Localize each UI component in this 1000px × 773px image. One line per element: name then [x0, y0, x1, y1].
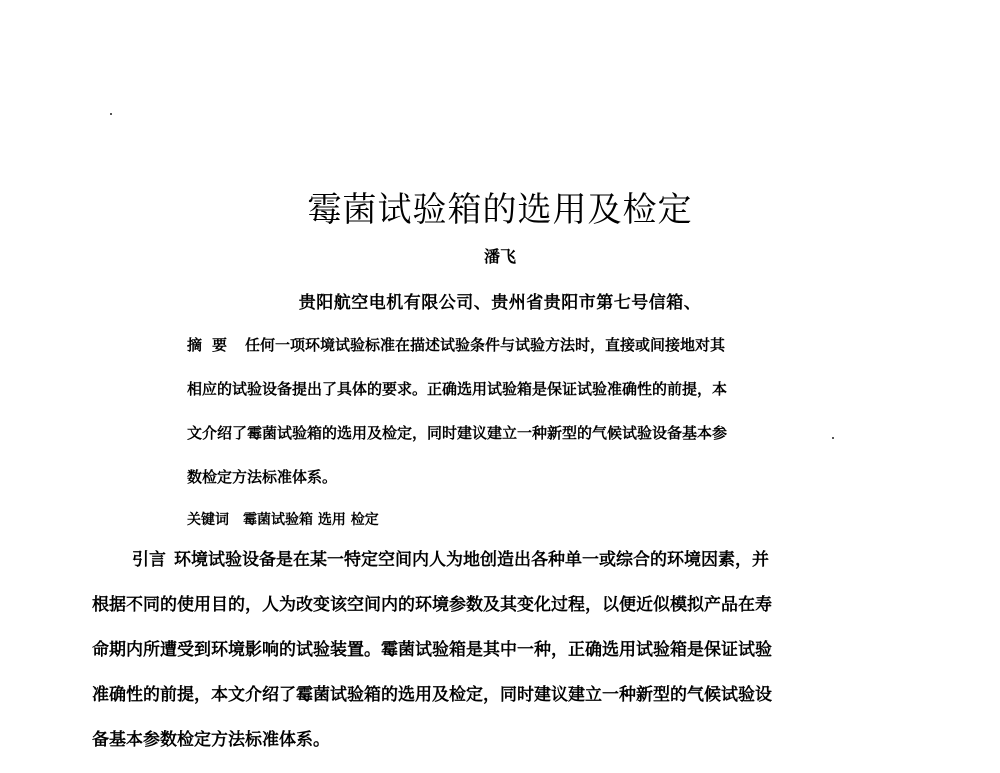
paper-affiliation: 贵阳航空电机有限公司、贵州省贵阳市第七号信箱、	[298, 293, 702, 313]
intro-line: 根据不同的使用目的，人为改变该空间内的环境参数及其变化过程，以便近似模拟产品在寿	[92, 595, 772, 615]
introduction-block	[92, 548, 912, 773]
keywords-label: 关键词	[187, 512, 229, 528]
abstract-line: 数检定方法标准体系。	[187, 468, 338, 486]
intro-line: 命期内所遭受到环境影响的试验装置。霉菌试验箱是其中一种，正确选用试验箱是保证试验	[92, 640, 772, 660]
intro-line: 备基本参数检定方法标准体系。	[92, 730, 330, 750]
abstract-line	[187, 334, 837, 357]
paper-author: 潘飞	[483, 247, 516, 266]
intro-text: 环境试验设备是在某一特定空间内人为地创造出各种单一或综合的环境因素，并	[174, 550, 769, 570]
keywords-block	[187, 509, 379, 531]
paper-title: 霉菌试验箱的选用及检定	[307, 190, 693, 230]
keywords-text: 霉菌试验箱 选用 检定	[243, 512, 379, 528]
abstract-line: 文介绍了霉菌试验箱的选用及检定，同时建议建立一种新型的气候试验设备基本参	[187, 424, 728, 442]
intro-label: 引言	[132, 550, 166, 570]
abstract-text: 任何一项环境试验标准在描述试验条件与试验方法时，直接或间接地对其	[245, 336, 726, 354]
abstract-line: 相应的试验设备提出了具体的要求。正确选用试验箱是保证试验准确性的前提，本	[187, 380, 728, 398]
scan-speck	[110, 113, 112, 115]
abstract-block	[187, 334, 837, 510]
intro-line	[92, 548, 912, 572]
abstract-label: 摘要	[187, 336, 238, 354]
intro-line: 准确性的前提，本文介绍了霉菌试验箱的选用及检定，同时建议建立一种新型的气候试验设	[92, 685, 772, 705]
